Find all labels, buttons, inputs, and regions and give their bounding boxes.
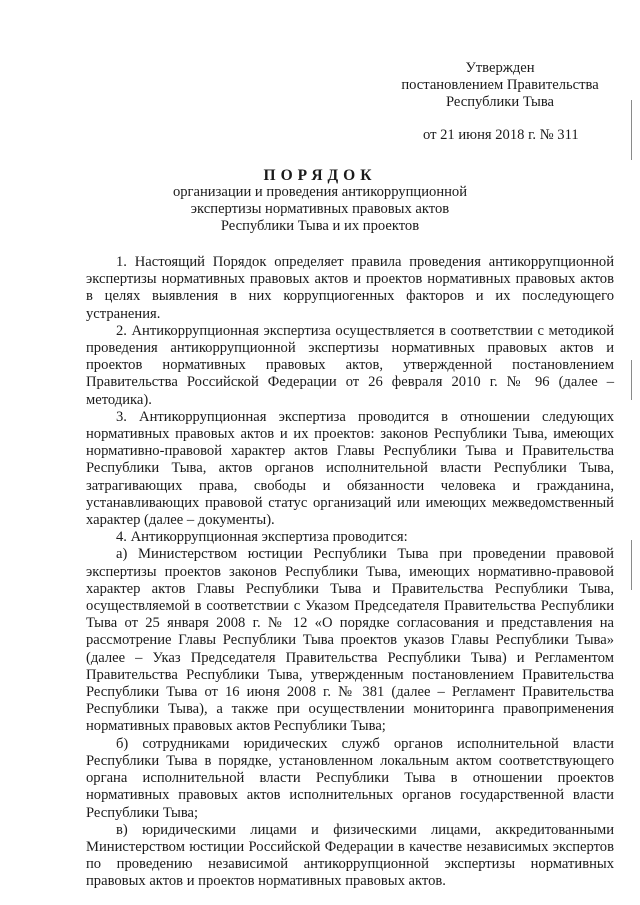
subtitle-line-1: организации и проведения антикоррупционной [172,184,468,200]
subtitle-line-2: экспертизы нормативных правовых актов [190,201,450,217]
paragraph-1: 1. Настоящий Порядок определяет правила проведения антикоррупционной экспертизы нормативных правовых актов и проектов нормативных правовых актов в целях выявления в них коррупциогенных факторов и их последующего устранения. [86,254,614,322]
subtitle-line-3: Республики Тыва и их проектов [220,218,420,234]
scan-edge-mark [631,540,632,590]
paragraph-4c: в) юридическими лицами и физическими лицами, аккредитованными Министерством юстиции Российской Федерации в качестве независимых экспертов по проведению независимой антикоррупционной экспертизы нормативных правовых актов и проектов нормативных правовых актов. [86,821,614,890]
approval-line-republic: Республики Тыва [445,94,555,110]
scan-edge-mark [631,100,632,160]
approval-line-approved: Утвержден [465,60,535,76]
paragraph-3: 3. Антикоррупционная экспертиза проводится в отношении следующих нормативных правовых актов и их проектов: законов Республики Тыва, имеющих нормативно-правовой характер актов Главы Республики Тыва и Правительства Республики Тыва, актов органов исполнительной власти Республики Тыва, затрагивающих права, свободы и обязанности человека и гражданина, устанавливающих правовой статус организаций или имеющих межведомственный характер (далее – документы). [86,408,614,529]
document-subtitle [0,184,640,235]
document-body [86,254,614,891]
approval-date: от 21 июня 2018 г. № 311 [423,127,579,143]
approval-block [400,60,600,111]
paragraph-4a: а) Министерством юстиции Республики Тыва при проведении правовой экспертизы проектов законов Республики Тыва, имеющих нормативно-правовой характер актов Главы Республики Тыва и Правительства Республики Тыва, осуществляемой в соответствии с Указом Председателя Правительства Республики Тыва от 25 января 2008 г. № 12 «О порядке согласования и представления на рассмотрение Главы Республики Тыва проектов указов Главы Республики Тыва» (далее – Указ Председателя Правительства Республики Тыва) и Регламентом Правительства Республики Тыва, утвержденным постановлением Правительства Республики Тыва от 16 июня 2008 г. № 381 (далее – Регламент Правительства Республики Тыва), а также при осуществлении мониторинга правоприменения нормативных правовых актов Республики Тыва; [86,546,614,735]
document-title: ПОРЯДОК [263,167,377,184]
paragraph-4: 4. Антикоррупционная экспертиза проводится: [116,529,408,546]
approval-line-resolution: постановлением Правительства [401,77,599,93]
paragraph-2: 2. Антикоррупционная экспертиза осуществляется в соответствии с методикой проведения антикоррупционной экспертизы нормативных правовых актов и проектов нормативных правовых актов, утвержденной постановлением Правительства Российской Федерации от 26 февраля 2010 г. № 96 (далее – методика). [86,322,614,408]
scan-edge-mark [631,360,632,400]
paragraph-4b: б) сотрудниками юридических служб органов исполнительной власти Республики Тыва в порядке, установленном локальным актом соответствующего органа исполнительной власти Республики Тыва в отношении проектов нормативных правовых актов исполнительных органов государственной власти Республики Тыва; [86,735,614,821]
